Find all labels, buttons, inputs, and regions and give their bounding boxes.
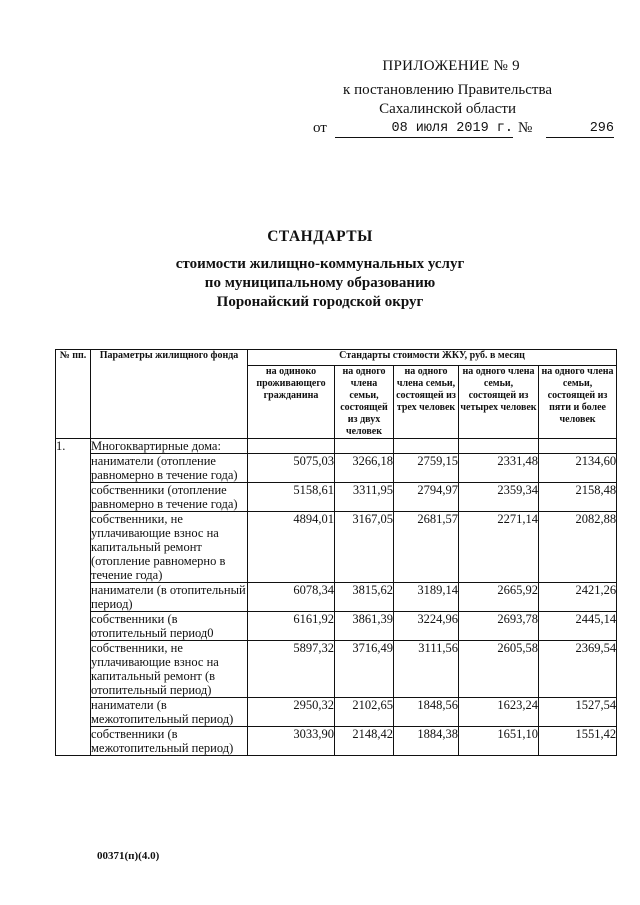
row-value: 4894,01 bbox=[248, 512, 335, 583]
table-row bbox=[56, 727, 617, 756]
table-row bbox=[56, 583, 617, 612]
row-value: 2759,15 bbox=[394, 454, 459, 483]
row-value: 1651,10 bbox=[459, 727, 539, 756]
table-row bbox=[56, 612, 617, 641]
row-value: 5158,61 bbox=[248, 483, 335, 512]
row-label: собственники (в межотопительный период) bbox=[91, 727, 248, 756]
row-value: 2158,48 bbox=[539, 483, 617, 512]
row-value: 1527,54 bbox=[539, 698, 617, 727]
header-col-3: на одного члена семьи, состоящей из трех человек bbox=[394, 366, 459, 439]
header-col-5: на одного члена семьи, состоящей из пяти и более человек bbox=[539, 366, 617, 439]
row-value: 1848,56 bbox=[394, 698, 459, 727]
section-number: 1. bbox=[56, 439, 91, 756]
row-value: 2271,14 bbox=[459, 512, 539, 583]
date-prefix: от bbox=[313, 120, 327, 136]
table-row bbox=[56, 698, 617, 727]
standards-table bbox=[55, 349, 617, 756]
row-value: 3167,05 bbox=[335, 512, 394, 583]
appendix-decree-line: к постановлению Правительства bbox=[343, 82, 552, 98]
header-col-4: на одного члена семьи, состоящей из четырех человек bbox=[459, 366, 539, 439]
row-value: 2359,34 bbox=[459, 483, 539, 512]
header-num: № пп. bbox=[56, 350, 91, 439]
row-value: 2693,78 bbox=[459, 612, 539, 641]
row-value: 2134,60 bbox=[539, 454, 617, 483]
row-value: 5897,32 bbox=[248, 641, 335, 698]
table-row bbox=[56, 483, 617, 512]
row-value: 3815,62 bbox=[335, 583, 394, 612]
row-label: собственники, не уплачивающие взнос на капитальный ремонт (отопление равномерно в течение года) bbox=[91, 512, 248, 583]
row-value: 2369,54 bbox=[539, 641, 617, 698]
row-label: собственники, не уплачивающие взнос на капитальный ремонт (в отопительный период) bbox=[91, 641, 248, 698]
row-value: 2950,32 bbox=[248, 698, 335, 727]
row-value: 2102,65 bbox=[335, 698, 394, 727]
row-value: 6078,34 bbox=[248, 583, 335, 612]
document-title: СТАНДАРТЫ bbox=[267, 228, 373, 245]
row-value: 3861,39 bbox=[335, 612, 394, 641]
row-value: 2331,48 bbox=[459, 454, 539, 483]
footer-code: 00371(п)(4.0) bbox=[97, 850, 160, 862]
row-value: 3033,90 bbox=[248, 727, 335, 756]
row-value: 2794,97 bbox=[394, 483, 459, 512]
row-value: 5075,03 bbox=[248, 454, 335, 483]
decree-number: 296 bbox=[546, 120, 614, 138]
appendix-title: ПРИЛОЖЕНИЕ № 9 bbox=[382, 58, 520, 74]
row-value: 2421,26 bbox=[539, 583, 617, 612]
row-label: наниматели (отопление равномерно в течение года) bbox=[91, 454, 248, 483]
section-row bbox=[56, 439, 617, 454]
table-row bbox=[56, 454, 617, 483]
row-value: 2445,14 bbox=[539, 612, 617, 641]
header-row-group bbox=[56, 350, 617, 366]
header-col-1: на одиноко проживающего гражданина bbox=[248, 366, 335, 439]
row-value: 6161,92 bbox=[248, 612, 335, 641]
section-label: Многоквартирные дома: bbox=[91, 439, 248, 454]
row-label: наниматели (в отопительный период) bbox=[91, 583, 246, 611]
row-value: 1623,24 bbox=[459, 698, 539, 727]
row-value: 1551,42 bbox=[539, 727, 617, 756]
appendix-date-row bbox=[313, 120, 613, 142]
row-value: 3111,56 bbox=[394, 641, 459, 698]
decree-date: 08 июля 2019 г. bbox=[335, 120, 513, 138]
row-value: 3189,14 bbox=[394, 583, 459, 612]
row-value: 1884,38 bbox=[394, 727, 459, 756]
row-label: собственники (в отопительный период0 bbox=[91, 612, 248, 641]
row-value: 2665,92 bbox=[459, 583, 539, 612]
row-value: 2082,88 bbox=[539, 512, 617, 583]
table-row bbox=[56, 641, 617, 698]
number-prefix: № bbox=[518, 120, 533, 136]
row-value: 3224,96 bbox=[394, 612, 459, 641]
row-value: 2681,57 bbox=[394, 512, 459, 583]
table-row bbox=[56, 512, 617, 583]
row-value: 2605,58 bbox=[459, 641, 539, 698]
header-param: Параметры жилищного фонда bbox=[91, 350, 248, 439]
row-value: 2148,42 bbox=[335, 727, 394, 756]
appendix-region-line: Сахалинской области bbox=[379, 101, 516, 117]
header-group: Стандарты стоимости ЖКУ, руб. в месяц bbox=[248, 350, 617, 366]
row-value: 3266,18 bbox=[335, 454, 394, 483]
row-value: 3716,49 bbox=[335, 641, 394, 698]
row-label: собственники (отопление равномерно в течение года) bbox=[91, 483, 248, 512]
header-col-2: на одного члена семьи, состоящей из двух человек bbox=[335, 366, 394, 439]
document-subtitle: стоимости жилищно-коммунальных услуг по муниципальному образованию Поронайский городской округ bbox=[175, 256, 465, 310]
row-label: наниматели (в межотопительный период) bbox=[91, 698, 248, 727]
row-value: 3311,95 bbox=[335, 483, 394, 512]
